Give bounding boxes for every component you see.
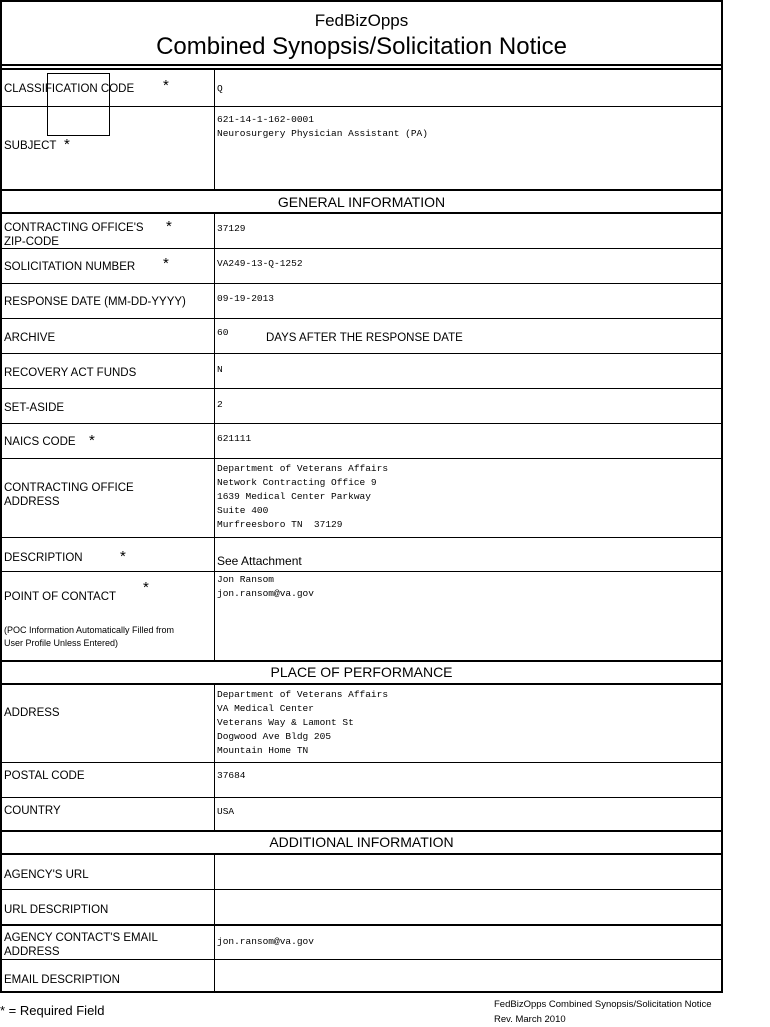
row-divider (2, 889, 721, 890)
description-label: DESCRIPTION (4, 552, 83, 564)
row-divider (2, 388, 721, 389)
description-value[interactable]: See Attachment (217, 554, 302, 568)
place-address-line[interactable]: Department of Veterans Affairs (217, 689, 389, 700)
form-footer (494, 997, 712, 1027)
office-address-line[interactable]: 1639 Medical Center Parkway (217, 491, 371, 502)
section-divider (2, 830, 721, 832)
page-title: Combined Synopsis/Solicitation Notice (156, 33, 567, 60)
header-divider (2, 64, 721, 66)
agency-url-label: AGENCY'S URL (4, 869, 89, 881)
email-description-label: EMAIL DESCRIPTION (4, 974, 120, 986)
subject-label: SUBJECT (4, 140, 57, 152)
url-description-label: URL DESCRIPTION (4, 904, 109, 916)
office-address-line[interactable]: Network Contracting Office 9 (217, 477, 377, 488)
column-divider (214, 70, 215, 190)
row-divider (2, 353, 721, 354)
poc-email[interactable]: jon.ransom@va.gov (217, 588, 314, 599)
subject-value-line2[interactable]: Neurosurgery Physician Assistant (PA) (217, 128, 428, 139)
row-divider (2, 924, 721, 926)
row-divider (2, 537, 721, 538)
section-divider (2, 853, 721, 855)
zip-label-line1: CONTRACTING OFFICE'S (4, 222, 144, 234)
postal-code-label: POSTAL CODE (4, 770, 85, 782)
column-divider (214, 684, 215, 830)
subject-value-line1[interactable]: 621-14-1-162-0001 (217, 114, 314, 125)
agency-email-label-line2: ADDRESS (4, 946, 60, 958)
row-divider (2, 248, 721, 249)
classification-code-value[interactable]: Q (217, 83, 223, 94)
agency-email-value[interactable]: jon.ransom@va.gov (217, 936, 314, 947)
section-divider (2, 189, 721, 191)
country-value[interactable]: USA (217, 806, 235, 817)
solicitation-number-value[interactable]: VA249-13-Q-1252 (217, 258, 303, 269)
row-divider (2, 797, 721, 798)
archive-suffix: DAYS AFTER THE RESPONSE DATE (266, 332, 463, 344)
office-address-line[interactable]: Suite 400 (217, 505, 269, 516)
place-address-label: ADDRESS (4, 707, 60, 719)
zip-label-line2: ZIP-CODE (4, 236, 59, 248)
section-place: PLACE OF PERFORMANCE (270, 664, 453, 680)
required-field-note: * = Required Field (0, 1003, 105, 1018)
row-divider (2, 423, 721, 424)
archive-label: ARCHIVE (4, 332, 56, 344)
section-general: GENERAL INFORMATION (277, 194, 446, 210)
row-divider (2, 318, 721, 319)
place-address-line[interactable]: Dogwood Ave Bldg 205 (217, 731, 332, 742)
column-divider (214, 214, 215, 661)
form-name: FedBizOpps Combined Synopsis/Solicitation Notice (494, 999, 712, 1010)
recovery-value[interactable]: N (217, 364, 223, 375)
required-mark: * (120, 548, 126, 565)
section-additional: ADDITIONAL INFORMATION (269, 834, 454, 850)
row-divider (2, 458, 721, 459)
row-divider (2, 959, 721, 960)
poc-note-line1: (POC Information Automatically Filled from (4, 625, 175, 635)
section-divider (2, 660, 721, 662)
office-address-line[interactable]: Department of Veterans Affairs (217, 463, 389, 474)
office-address-line[interactable]: Murfreesboro TN 37129 (217, 519, 343, 530)
postal-code-value[interactable]: 37684 (217, 770, 246, 781)
required-mark: * (89, 432, 95, 449)
response-date-label: RESPONSE DATE (MM-DD-YYYY) (4, 296, 186, 308)
office-address-label-line1: CONTRACTING OFFICE (4, 482, 134, 494)
naics-value[interactable]: 621111 (217, 433, 252, 444)
classification-code-label: CLASSIFICATION CODE (4, 83, 135, 95)
required-mark: * (166, 218, 172, 235)
row-divider (2, 283, 721, 284)
solicitation-number-label: SOLICITATION NUMBER (4, 261, 136, 273)
required-mark: * (64, 136, 70, 153)
section-divider (2, 212, 721, 214)
poc-note-line2: User Profile Unless Entered) (4, 638, 119, 648)
poc-label: POINT OF CONTACT (4, 591, 117, 603)
row-divider (2, 571, 721, 572)
set-aside-value[interactable]: 2 (217, 399, 223, 410)
office-address-label-line2: ADDRESS (4, 496, 60, 508)
required-mark: * (143, 579, 149, 596)
set-aside-label: SET-ASIDE (4, 402, 65, 414)
place-address-line[interactable]: VA Medical Center (217, 703, 314, 714)
recovery-label: RECOVERY ACT FUNDS (4, 367, 137, 379)
agency-email-label-line1: AGENCY CONTACT'S EMAIL (4, 932, 158, 944)
header-divider-2 (2, 68, 721, 70)
row-divider (2, 762, 721, 763)
required-mark: * (163, 77, 169, 94)
archive-value[interactable]: 60 (217, 327, 229, 338)
section-divider (2, 683, 721, 685)
country-label: COUNTRY (4, 805, 61, 817)
place-address-line[interactable]: Veterans Way & Lamont St (217, 717, 354, 728)
zip-value[interactable]: 37129 (217, 223, 246, 234)
form-revision: Rev. March 2010 (494, 1014, 566, 1025)
naics-label: NAICS CODE (4, 436, 76, 448)
required-mark: * (163, 255, 169, 272)
poc-name[interactable]: Jon Ransom (217, 574, 275, 585)
response-date-value[interactable]: 09-19-2013 (217, 293, 275, 304)
row-divider (2, 106, 721, 107)
agency-name: FedBizOpps (314, 11, 409, 30)
place-address-line[interactable]: Mountain Home TN (217, 745, 309, 756)
